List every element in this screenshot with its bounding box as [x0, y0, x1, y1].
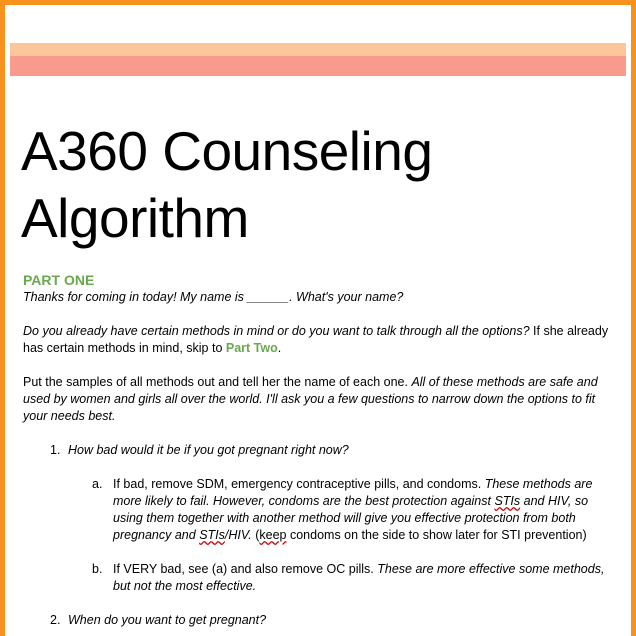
header-band-light: [10, 43, 626, 56]
methods-question-paragraph: Do you already have certain methods in mind or do you want to talk through all the options? If she already has certain methods in mind, skip to Part Two.: [23, 324, 609, 355]
document-title: [21, 118, 432, 252]
sublist-item: b. If VERY bad, see (a) and also remove OC pills. These are more effective some methods, but not the most effective.: [92, 562, 605, 593]
methods-question-text: Do you already have certain methods in mind or do you want to talk through all the options?: [23, 324, 530, 338]
document-body: [23, 272, 621, 629]
spelling-flag: STIs: [199, 528, 225, 542]
greeting-text: Thanks for coming in today! My name is ______. What's your name?: [23, 290, 404, 304]
sublist-item: a. If bad, remove SDM, emergency contraceptive pills, and condoms. These methods are more likely to fail. However, condoms are the best protection against STIs and HIV, so using them together with another method will give you effective protection from both pregnancy and STIs/HIV. (keep condoms on the side to show later for STI prevention): [92, 477, 593, 542]
header-band-dark: [10, 56, 626, 76]
list-item: [23, 442, 621, 459]
skip-instruction-text: If she already has certain methods in mind, skip to: [23, 324, 609, 355]
list-item-question: When do you want to get pregnant?: [68, 613, 267, 627]
list-item-question: How bad would it be if you got pregnant right now?: [68, 443, 349, 457]
sublist-item-letter: b.: [92, 562, 103, 576]
list-item: [23, 612, 621, 629]
list-item-number: 1.: [50, 443, 61, 457]
spelling-flag: keep: [259, 528, 287, 542]
sublist-item-letter: a.: [92, 477, 103, 491]
document-page: [5, 5, 631, 636]
part-one-heading: PART ONE: [23, 272, 95, 288]
list-item-number: 2.: [50, 613, 61, 627]
spelling-flag: STIs: [494, 494, 521, 508]
title-line-2: Algorithm: [21, 187, 249, 249]
greeting-paragraph: [23, 289, 621, 306]
part-two-link[interactable]: Part Two: [225, 341, 278, 355]
title-line-1: A360 Counseling: [21, 120, 433, 182]
samples-script-text: All of these methods are safe and used by women and girls all over the world. I'll ask you a few questions to narrow down the options to fit your needs best.: [23, 375, 598, 423]
samples-paragraph: [23, 374, 621, 425]
samples-instruction-text: Put the samples of all methods out and tell her the name of each one.: [23, 375, 412, 389]
